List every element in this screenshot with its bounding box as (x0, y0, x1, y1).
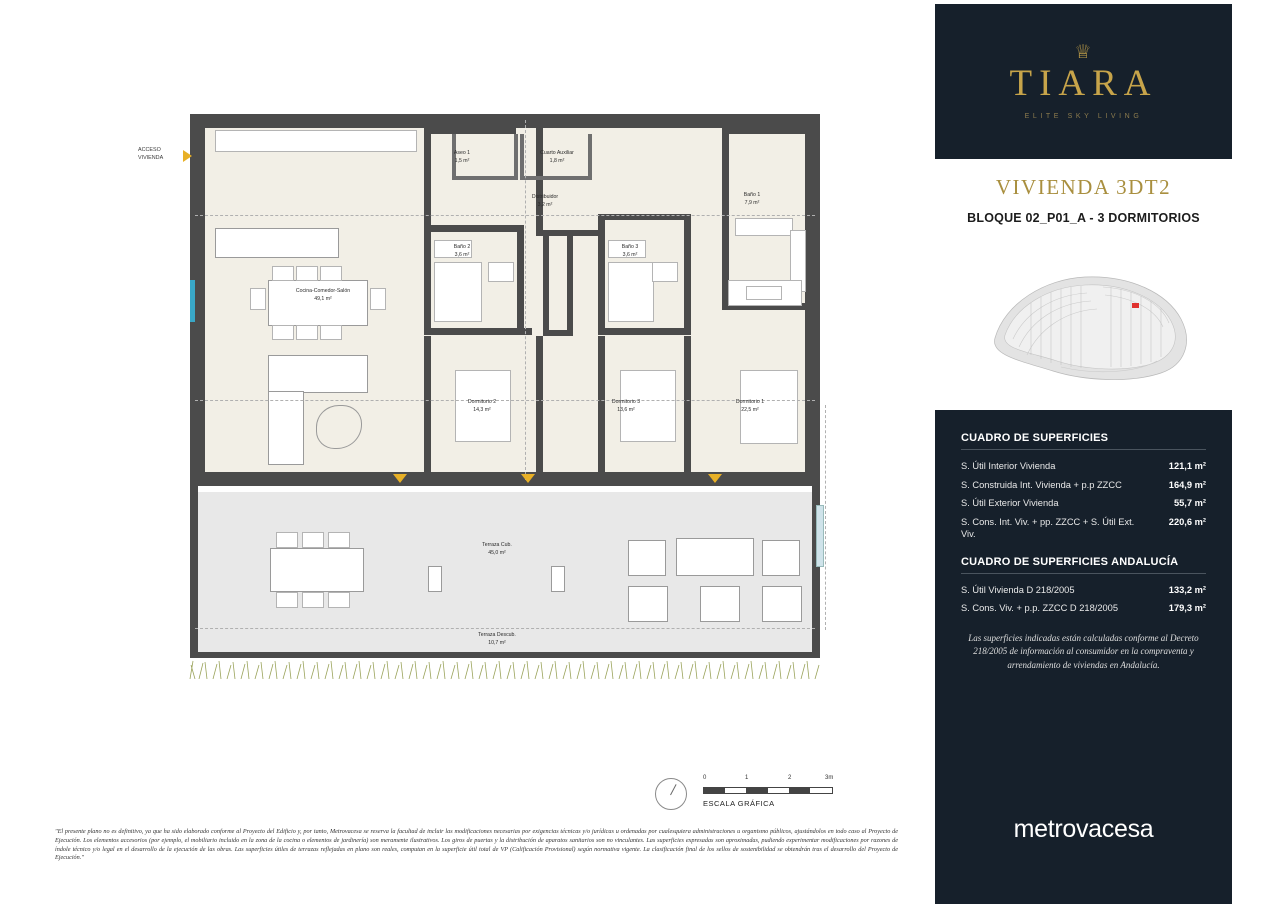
terrace-armchair (762, 540, 800, 576)
divider (961, 573, 1206, 574)
partition-24 (543, 330, 573, 336)
terrace-wall-left (190, 486, 198, 658)
partition-22 (543, 236, 549, 336)
table-row: S. Cons. Viv. + p.p. ZZCC D 218/2005 179,3 m² (961, 603, 1206, 614)
partition-4 (424, 328, 532, 335)
window-glazing-right (816, 505, 824, 567)
chair (296, 325, 318, 340)
chair (296, 266, 318, 281)
developer-logo-block (935, 755, 1232, 904)
chair (250, 288, 266, 310)
sofa (268, 355, 368, 393)
wall-top (190, 114, 820, 128)
partition-28 (684, 336, 691, 474)
partition-23 (567, 236, 573, 336)
terrace-sofa (676, 538, 754, 576)
terrace-edge (190, 487, 820, 492)
entry-closet (215, 130, 417, 152)
kitchen-counter (215, 228, 339, 258)
terrace-chair (276, 592, 298, 608)
wall-bottom (190, 472, 820, 486)
partition-5 (517, 225, 524, 335)
wc (652, 262, 678, 282)
partition-18 (514, 134, 518, 180)
terrace-chair (302, 532, 324, 548)
partition-25 (536, 336, 543, 474)
room-label-bano2: Baño 2 3,6 m² (453, 244, 471, 258)
room-label-bano1: Baño 1 7,9 m² (743, 192, 761, 206)
terrace-armchair (762, 586, 802, 622)
legal-disclaimer: "El presente plano no es definitivo, ya que ha sido elaborado conforme al Proyecto del Edificio y, por tanto, Metrovacesa se reserva la facultad de incluir las modificaciones necesarias por exigencias técnicas y/o jurídicas u ordenadas por cualesquiera administraciones u organismo públicos, ajustándolos en todo caso al Proyecto de Ejecución. Los elementos accesorios (por ejemplo, el mobiliario incluido en la zona de la cocina o elementos de jardinería) son meramente ilustrativos. Los giros de puertas y la distribución de aparatos sanitarios son no vinculantes. Las superficies expresadas son aproximadas, pudiendo experimentar modificaciones por razones de índole técnico y/o legal en el desarrollo de la ejecución de las obras. Las superficies útiles de terrazas reflejadas en plano son reales, computan en la superficie útil total de VP (Calificación Provisional) según normativa vigente. La clasificación final de los sellos de sostenibilidad se obtendrán tras el desarrollo del Proyecto de Ejecución." (55, 828, 898, 862)
table-row: S. Construida Int. Vivienda + p.p ZZCC 164,9 m² (961, 479, 1206, 490)
window-glazing-left (190, 280, 195, 322)
page-title: VIVIENDA 3DT2 (995, 175, 1172, 199)
terrace-access-marker (521, 474, 535, 483)
brand-logo-block (935, 4, 1232, 159)
brand-tagline: ELITE SKY LIVING (1024, 113, 1143, 121)
unit-title-block (935, 175, 1232, 225)
terrace-access-marker (708, 474, 722, 483)
room-label-dormitorio2: Dormitorio 2 14,3 m² (467, 399, 497, 413)
partition-15 (430, 128, 516, 134)
terrace-chair (276, 532, 298, 548)
partition-14 (722, 128, 807, 134)
wc (488, 262, 514, 282)
shower (434, 262, 482, 322)
surfaces-note: Las superficies indicadas están calculadas conforme al Decreto 218/2005 de información al consumidor en la compraventa y arrendamiento de viviendas en Andalucía. (968, 632, 1199, 670)
info-panel (935, 0, 1235, 904)
key-plan-diagram (935, 243, 1232, 403)
table-row: S. Útil Exterior Vivienda 55,7 m² (961, 498, 1206, 509)
table-row: S. Útil Interior Vivienda 121,1 m² (961, 461, 1206, 471)
partition-26 (424, 336, 431, 474)
reference-line (525, 120, 526, 480)
partition-9 (598, 328, 690, 335)
surfaces-table-block (935, 410, 1232, 755)
access-label: ACCESO VIVIENDA (138, 147, 164, 162)
surfaces-title: CUADRO DE SUPERFICIES (961, 432, 1109, 444)
surfaces-andalucia-title: CUADRO DE SUPERFICIES ANDALUCÍA (961, 555, 1179, 568)
terrace-armchair (628, 540, 666, 576)
terrace-planter (551, 566, 565, 592)
reference-line (195, 215, 815, 216)
chair (320, 325, 342, 340)
chair (272, 266, 294, 281)
crown-icon: ♕ (1074, 41, 1093, 63)
terrace-chair (328, 592, 350, 608)
room-label-terraza-cub: Terraza Cub. 45,0 m² (482, 542, 512, 556)
partition-17 (452, 176, 514, 180)
unit-highlight-marker (1132, 303, 1139, 308)
partition-20 (520, 176, 592, 180)
room-label-cocina: Cocina-Comedor-Salón 49,1 m² (295, 288, 351, 302)
access-arrow-icon (183, 150, 192, 162)
partition-8 (598, 214, 605, 334)
shower (608, 262, 654, 322)
table-row: S. Cons. Int. Viv. + pp. ZZCC + S. Útil Ext. Viv. 220,6 m² (961, 516, 1206, 540)
brand-name: TIARA (1009, 62, 1158, 104)
block-subtitle: BLOQUE 02_P01_A - 3 DORMITORIOS (967, 211, 1200, 225)
sofa-chaise (268, 391, 304, 465)
scale-tick-labels: 0 1 2 3m (703, 775, 834, 781)
partition-10 (684, 214, 691, 335)
terrace-dining-table (270, 548, 364, 592)
table-row: S. Útil Vivienda D 218/2005 133,2 m² (961, 584, 1206, 595)
terrace-planter (428, 566, 442, 592)
partition-3 (424, 225, 431, 335)
chair (370, 288, 386, 310)
room-label-bano3: Baño 3 3,6 m² (621, 244, 639, 258)
chair (320, 266, 342, 281)
partition-2 (424, 225, 524, 232)
room-label-cuarto-auxiliar: Cuarto Auxiliar 1,8 m² (540, 150, 574, 164)
bathtub-inner (746, 286, 782, 300)
reference-line (825, 405, 826, 630)
partition-1 (424, 128, 431, 233)
room-label-dormitorio1: Dormitorio 1 22,5 m² (735, 399, 765, 413)
scale-bar (703, 787, 833, 794)
vegetation-strip (185, 655, 825, 679)
north-compass-icon (655, 778, 687, 810)
room-label-aseo1: Aseo 1 1,5 m² (453, 150, 471, 164)
chair (272, 325, 294, 340)
room-label-terraza-descub: Terraza Descub. 10,7 m² (478, 632, 516, 646)
partition-6 (536, 128, 543, 236)
reference-line (195, 628, 815, 629)
divider (961, 449, 1206, 450)
scale-caption: ESCALA GRÁFICA (703, 799, 775, 808)
bath-fixture (735, 218, 793, 236)
terrace-chair (302, 592, 324, 608)
terrace-armchair (628, 586, 668, 622)
room-label-distribuidor: Distribuidor 3,2 m² (531, 194, 559, 208)
terrace-access-marker (393, 474, 407, 483)
room-label-dormitorio3: Dormitorio 3 13,6 m² (611, 399, 641, 413)
terrace-coffee-table (700, 586, 740, 622)
wall-right (805, 114, 820, 486)
terrace-chair (328, 532, 350, 548)
developer-name: metrovacesa (1013, 815, 1154, 843)
